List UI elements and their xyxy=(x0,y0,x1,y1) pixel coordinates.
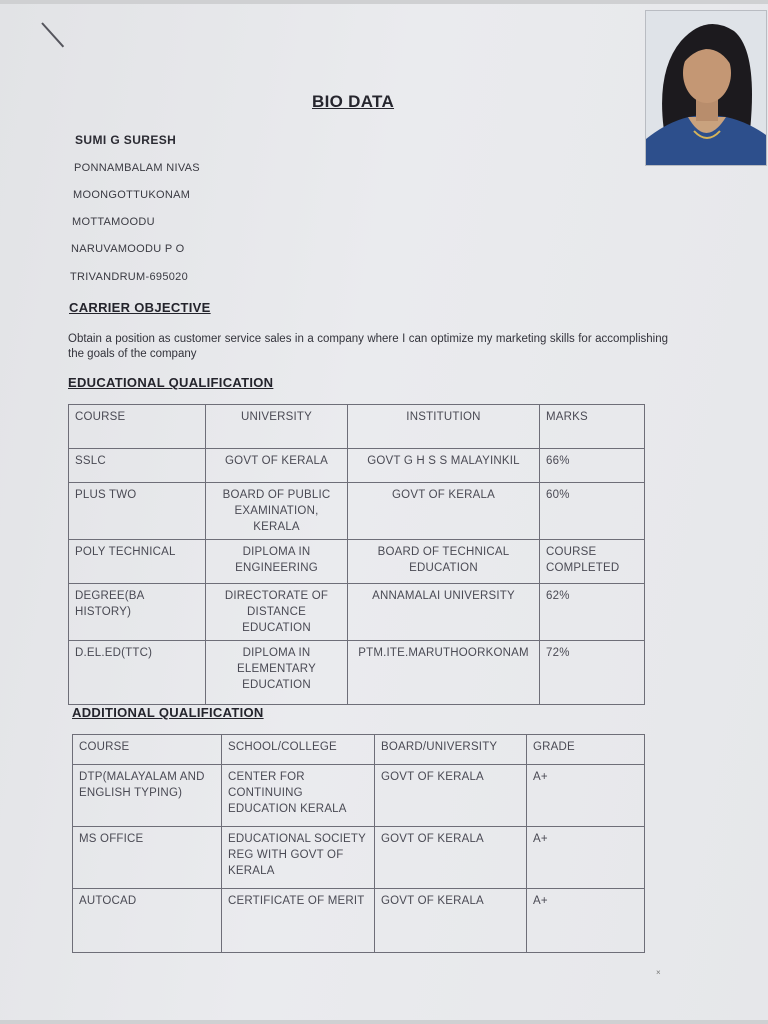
additional-table xyxy=(72,734,645,953)
table-row xyxy=(73,765,645,827)
table-cell: DIPLOMA IN ELEMENTARY EDUCATION xyxy=(206,641,348,705)
table-cell: PLUS TWO xyxy=(69,483,206,540)
table-cell: COURSE COMPLETED xyxy=(540,540,645,584)
table-header: BOARD/UNIVERSITY xyxy=(375,735,527,765)
table-row xyxy=(69,641,645,705)
table-row xyxy=(69,540,645,584)
table-row xyxy=(69,449,645,483)
table-header-row xyxy=(69,405,645,449)
table-header: COURSE xyxy=(73,735,222,765)
table-header-row xyxy=(73,735,645,765)
education-heading: EDUCATIONAL QUALIFICATION xyxy=(68,375,274,390)
page-title: BIO DATA xyxy=(312,92,395,111)
table-header: GRADE xyxy=(527,735,645,765)
table-header: COURSE xyxy=(69,405,206,449)
table-header: SCHOOL/COLLEGE xyxy=(222,735,375,765)
table-cell: 62% xyxy=(540,584,645,641)
table-cell: DTP(MALAYALAM AND ENGLISH TYPING) xyxy=(73,765,222,827)
table-cell: A+ xyxy=(527,765,645,827)
table-row xyxy=(69,483,645,540)
objective-heading: CARRIER OBJECTIVE xyxy=(69,300,211,315)
table-cell: 66% xyxy=(540,449,645,483)
table-header: UNIVERSITY xyxy=(206,405,348,449)
objective-text: Obtain a position as customer service sales in a company where I can optimize my marketing skills for accomplishing the goals of the company xyxy=(68,333,668,360)
table-cell: A+ xyxy=(527,889,645,953)
table-cell: EDUCATIONAL SOCIETY REG WITH GOVT OF KERALA xyxy=(222,827,375,889)
portrait-illustration xyxy=(646,11,766,165)
table-header: INSTITUTION xyxy=(348,405,540,449)
table-cell: GOVT OF KERALA xyxy=(375,889,527,953)
table-row xyxy=(73,827,645,889)
table-cell: DIPLOMA IN ENGINEERING xyxy=(206,540,348,584)
table-cell: BOARD OF PUBLIC EXAMINATION, KERALA xyxy=(206,483,348,540)
table-cell: POLY TECHNICAL xyxy=(69,540,206,584)
address-line: MOTTAMOODU xyxy=(72,216,155,228)
additional-heading: ADDITIONAL QUALIFICATION xyxy=(72,705,264,720)
table-cell: SSLC xyxy=(69,449,206,483)
table-cell: BOARD OF TECHNICAL EDUCATION xyxy=(348,540,540,584)
address-line: NARUVAMOODU P O xyxy=(71,243,185,255)
address-line: MOONGOTTUKONAM xyxy=(73,189,191,201)
profile-photo xyxy=(645,10,767,166)
pen-mark xyxy=(41,22,64,47)
table-cell: CERTIFICATE OF MERIT xyxy=(222,889,375,953)
table-cell: AUTOCAD xyxy=(73,889,222,953)
table-cell: GOVT OF KERALA xyxy=(348,483,540,540)
table-cell: 60% xyxy=(540,483,645,540)
education-table xyxy=(68,404,645,705)
table-cell: GOVT OF KERALA xyxy=(375,827,527,889)
table-cell: PTM.ITE.MARUTHOORKONAM xyxy=(348,641,540,705)
address-line: PONNAMBALAM NIVAS xyxy=(74,162,200,174)
table-header: MARKS xyxy=(540,405,645,449)
page-mark: × xyxy=(656,968,661,977)
table-row xyxy=(69,584,645,641)
table-cell: ANNAMALAI UNIVERSITY xyxy=(348,584,540,641)
table-cell: GOVT OF KERALA xyxy=(375,765,527,827)
table-cell: DIRECTORATE OF DISTANCE EDUCATION xyxy=(206,584,348,641)
table-cell: MS OFFICE xyxy=(73,827,222,889)
table-cell: GOVT G H S S MALAYINKIL xyxy=(348,449,540,483)
table-cell: 72% xyxy=(540,641,645,705)
table-cell: D.EL.ED(TTC) xyxy=(69,641,206,705)
document-page xyxy=(0,4,768,1020)
table-row xyxy=(73,889,645,953)
applicant-name: SUMI G SURESH xyxy=(75,133,177,147)
table-cell: DEGREE(BA HISTORY) xyxy=(69,584,206,641)
table-cell: A+ xyxy=(527,827,645,889)
table-cell: CENTER FOR CONTINUING EDUCATION KERALA xyxy=(222,765,375,827)
table-cell: GOVT OF KERALA xyxy=(206,449,348,483)
address-line: TRIVANDRUM-695020 xyxy=(70,271,188,283)
